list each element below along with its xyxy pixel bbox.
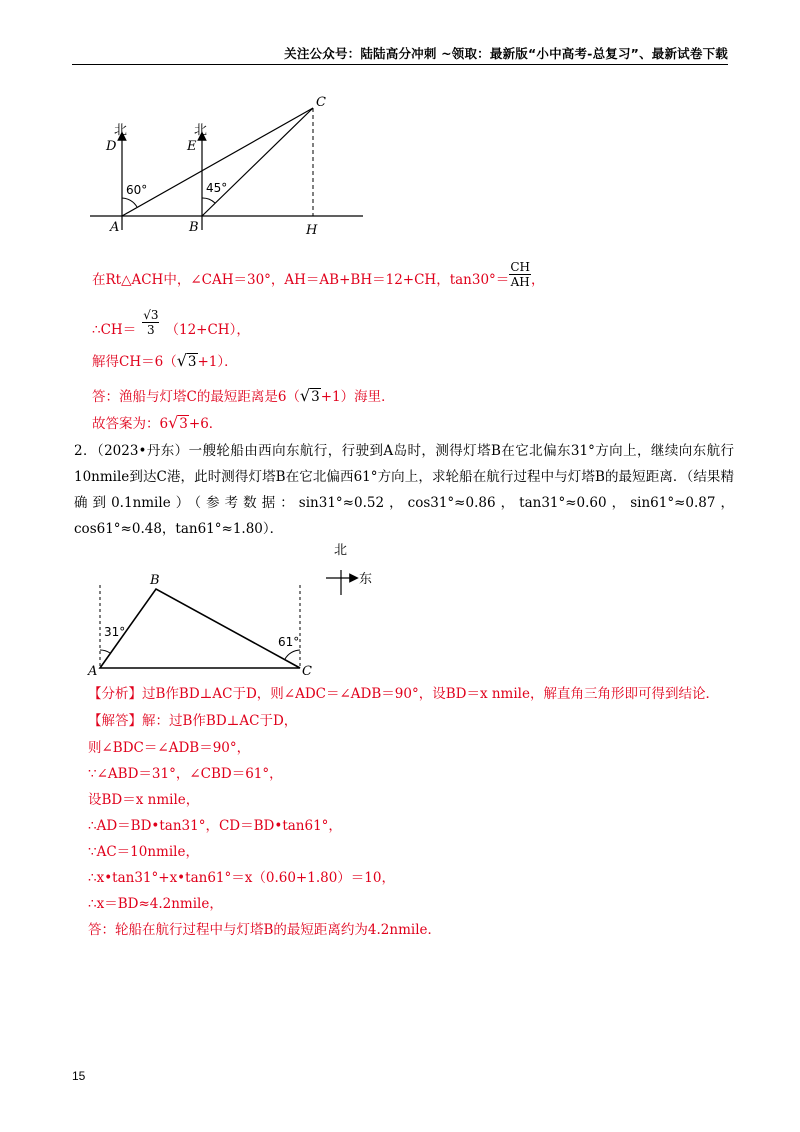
solution1-line-3-tail: +1）． [197, 354, 238, 370]
angle-arc-61 [285, 650, 300, 659]
solution2-step: ∴AD＝BD•tan31°，CD＝BD•tan61°， [88, 818, 342, 834]
solution1-line-1-text: 在Rt△ACH中，∠CAH＝30°，AH＝AB+BH＝12+CH，tan30°＝ [92, 272, 510, 288]
label-north: 北 [334, 543, 348, 558]
solution1-line-5-tail: +6． [188, 416, 223, 432]
label-b: B [189, 220, 199, 235]
page-number: 15 [72, 1069, 86, 1083]
label-a: A [110, 220, 120, 235]
label-h: H [306, 223, 318, 238]
sqrt-radicand: 3 [187, 354, 197, 370]
fraction-numerator: √3 [143, 308, 159, 322]
fraction-numerator: CH [510, 260, 530, 274]
label-north-2: 北 [194, 123, 208, 138]
angle-arc-31 [100, 650, 110, 653]
line-ac [122, 108, 313, 216]
solution2-step: 则∠BDC＝∠ADB＝90°， [88, 740, 251, 756]
sqrt-radicand: 3 [179, 416, 188, 432]
label-angle-31: 31° [104, 625, 126, 639]
solution1-line-4 [92, 387, 395, 406]
label-d: D [106, 139, 117, 154]
solution1-line-2-tail: （12+CH）， [165, 322, 250, 338]
label-angle-61: 61° [278, 635, 300, 649]
sqrt-3: √3 [168, 413, 188, 432]
label-angle-45: 45° [206, 181, 228, 195]
label-angle-60: 60° [126, 183, 148, 197]
fraction-ch-ah [509, 260, 531, 289]
solution2-analysis: 【分析】过B作BD⊥AC于D，则∠ADC＝∠ADB＝90°，设BD＝x nmile，解直角三角形即可得到结论． [88, 686, 719, 702]
angle-arc-45 [202, 198, 215, 203]
header-rule [72, 64, 728, 65]
triangle-abc [100, 589, 300, 668]
solution1-line-3 [92, 352, 238, 371]
fraction-denominator: 3 [147, 323, 155, 337]
label-e: E [187, 139, 197, 154]
label-c: C [316, 95, 326, 110]
solution1-line-4-text: 答：渔船与灯塔C的最短距离是6（ [92, 389, 300, 405]
solution1-line-3-text: 解得CH＝6（ [92, 354, 177, 370]
label-a: A [88, 664, 98, 679]
solution1-line-1-tail: ， [530, 272, 545, 288]
label-c: C [302, 664, 312, 679]
solution1-line-2 [92, 308, 250, 345]
page-header: 关注公众号：陆陆高分冲刺 ~领取：最新版“小中高考-总复习”、最新试卷下载 [284, 46, 728, 61]
solution2-answer-head: 【解答】解：过B作BD⊥AC于D， [88, 713, 298, 729]
solution2-step: 设BD＝x nmile， [88, 792, 200, 808]
solution2-step: ∵∠ABD＝31°，∠CBD＝61°， [88, 766, 283, 782]
solution2-step: ∴x•tan31°+x•tan61°＝x（0.60+1.80）＝10， [88, 870, 395, 886]
problem-2-text: 2．（2023•丹东）一艘轮船由西向东航行，行驶到A岛时，测得灯塔B在它北偏东31°方向上，继续向东航行10nmile到达C港，此时测得灯塔B在它北偏西61°方向上，求轮船在航行过程中与灯塔B的最短距离．（结果精确到0.1nmile）（参考数据：sin31°≈0.52，cos31°≈0.86，tan31°≈0.60，sin61°≈0.87，cos61°≈0.48，tan61°≈1.80）． [74, 443, 734, 537]
solution1-line-2-text: ∴CH＝ [92, 322, 137, 338]
sqrt-3: √3 [176, 351, 197, 370]
solution1-line-5 [92, 414, 222, 433]
solution1-line-4-tail: +1）海里． [320, 389, 395, 405]
solution2-step: 答：轮船在航行过程中与灯塔B的最短距离约为4.2nmile． [88, 922, 442, 938]
sqrt-radicand: 3 [311, 389, 320, 405]
label-east: 东 [359, 572, 373, 587]
sqrt-3: √3 [299, 386, 320, 405]
solution2-step: ∴x＝BD≈4.2nmile， [88, 896, 223, 912]
label-north-1: 北 [114, 123, 128, 138]
solution1-line-5-text: 故答案为：6 [92, 416, 169, 432]
fraction-denominator: AH [510, 275, 530, 289]
angle-arc-60 [122, 198, 137, 207]
fraction-root3-over-3 [142, 308, 159, 337]
solution2-step: ∵AC＝10nmile， [88, 844, 199, 860]
figure-1-diagram [80, 90, 380, 245]
figure-2-diagram [86, 540, 386, 680]
solution1-line-1 [92, 260, 545, 295]
label-b: B [150, 573, 160, 588]
